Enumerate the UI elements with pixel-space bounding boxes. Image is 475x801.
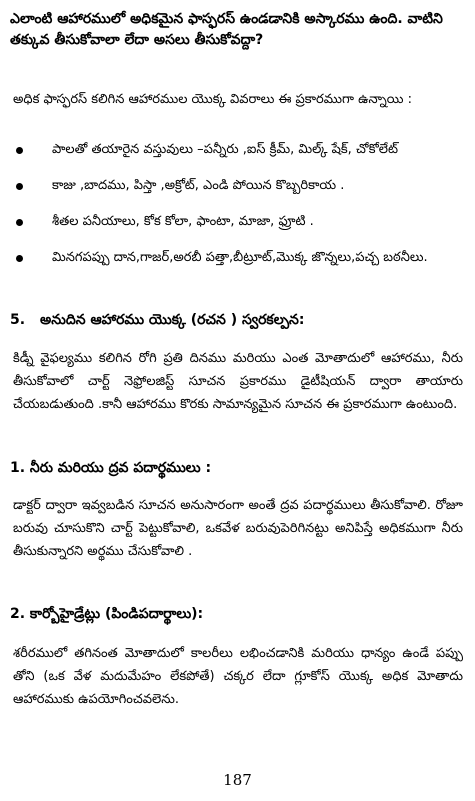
section-5-title: అనుదిన ఆహారము యొక్క (రచన ) స్వరకల్పన: bbox=[40, 312, 305, 328]
water-fluids-heading: 1. నీరు మరియు ద్రవ పదార్థములు : bbox=[10, 460, 212, 476]
intro-paragraph: అధిక ఫాస్ఫరస్ కలిగిన ఆహారముల యొక్క వివరాలు ఈ ప్రకారముగా ఉన్నాయి : bbox=[13, 92, 412, 107]
list-item-text: పాలతో తయారైన వస్తువులు –పన్నీరు ,ఐస్ క్రీమ్, మిల్క్ షేక్, చోకోలేట్ bbox=[52, 142, 398, 157]
bullet-icon bbox=[16, 219, 23, 226]
page-number: 187 bbox=[223, 771, 252, 789]
water-fluids-paragraph: డాక్టర్ ద్వారా ఇవ్వబడిన సూచన అనుసారంగా అంతే ద్రవ పదార్థములు తీసుకోవాలి. రోజూ బరువు చూసుకొని చార్ట్ పెట్టుకోవాలి, ఒకవేళ బరువుపెరిగినట్టు అనిపిస్తే అధికముగా నీరు తీసుకున్నారని అర్థము చేసుకోవాలి . bbox=[13, 498, 463, 559]
list-item-text: కాజు ,బాదము, పిస్తా ,అక్రోట్, ఎండి పోయిన కొబ్బరికాయ . bbox=[52, 178, 345, 193]
bullet-icon bbox=[16, 183, 23, 190]
carbohydrates-heading: 2. కార్బోహైడ్రేట్లు (పిండిపదార్థాలు): bbox=[10, 606, 204, 622]
list-item-text: మినగపప్పు దాన,గాజర్,అరబీ పత్తా,బీట్రూట్,మొక్క జొన్నలు,పచ్చ బఠనీలు. bbox=[52, 250, 428, 265]
section-5-number: 5. bbox=[10, 312, 26, 328]
bullet-icon bbox=[16, 255, 23, 262]
section-5-heading bbox=[10, 310, 465, 331]
bullet-icon bbox=[16, 147, 23, 154]
title-question: ఎలాంటి ఆహారములో అధికమైన ఫాస్ఫరస్ ఉండడానికి అస్కారము ఉంది. వాటిని తక్కువ తీసుకోవాలా లేదా అసలు తీసుకోవద్దా? bbox=[10, 11, 443, 48]
list-item-text: శీతల పనీయాలు, కోక కోలా, ఫాంటా, మాజా, ఫ్రూటి . bbox=[52, 214, 314, 229]
section-5-paragraph: కిడ్నీ వైఫల్యము కలిగిన రోగి ప్రతి దినము మరియు ఎంత మోతాదులో ఆహారము, నీరు తీసుకోవాలో చార్ట్ నెఫ్రోలజిస్ట్ సూచన ప్రకారము డైటీషియన్ ద్వారా తాయారు చేయబడుతుంది .కానీ ఆహారము కొరకు సామాన్యమైన సూచన ఈ ప్రకారముగా ఉంటుంది. bbox=[13, 351, 463, 412]
carbohydrates-paragraph: శరీరములో తగినంత మోతాదులో కాలరీలు లభించడానికి మరియు ధాన్యం ఉండే పప్పు తోని (ఒక వేళ మదుమేహం లేకపోతే) చక్కర లేదా గ్లూకోస్ యొక్క అధిక మోతాదు ఆహారముకు ఉపయోగించవలెను. bbox=[13, 646, 463, 707]
